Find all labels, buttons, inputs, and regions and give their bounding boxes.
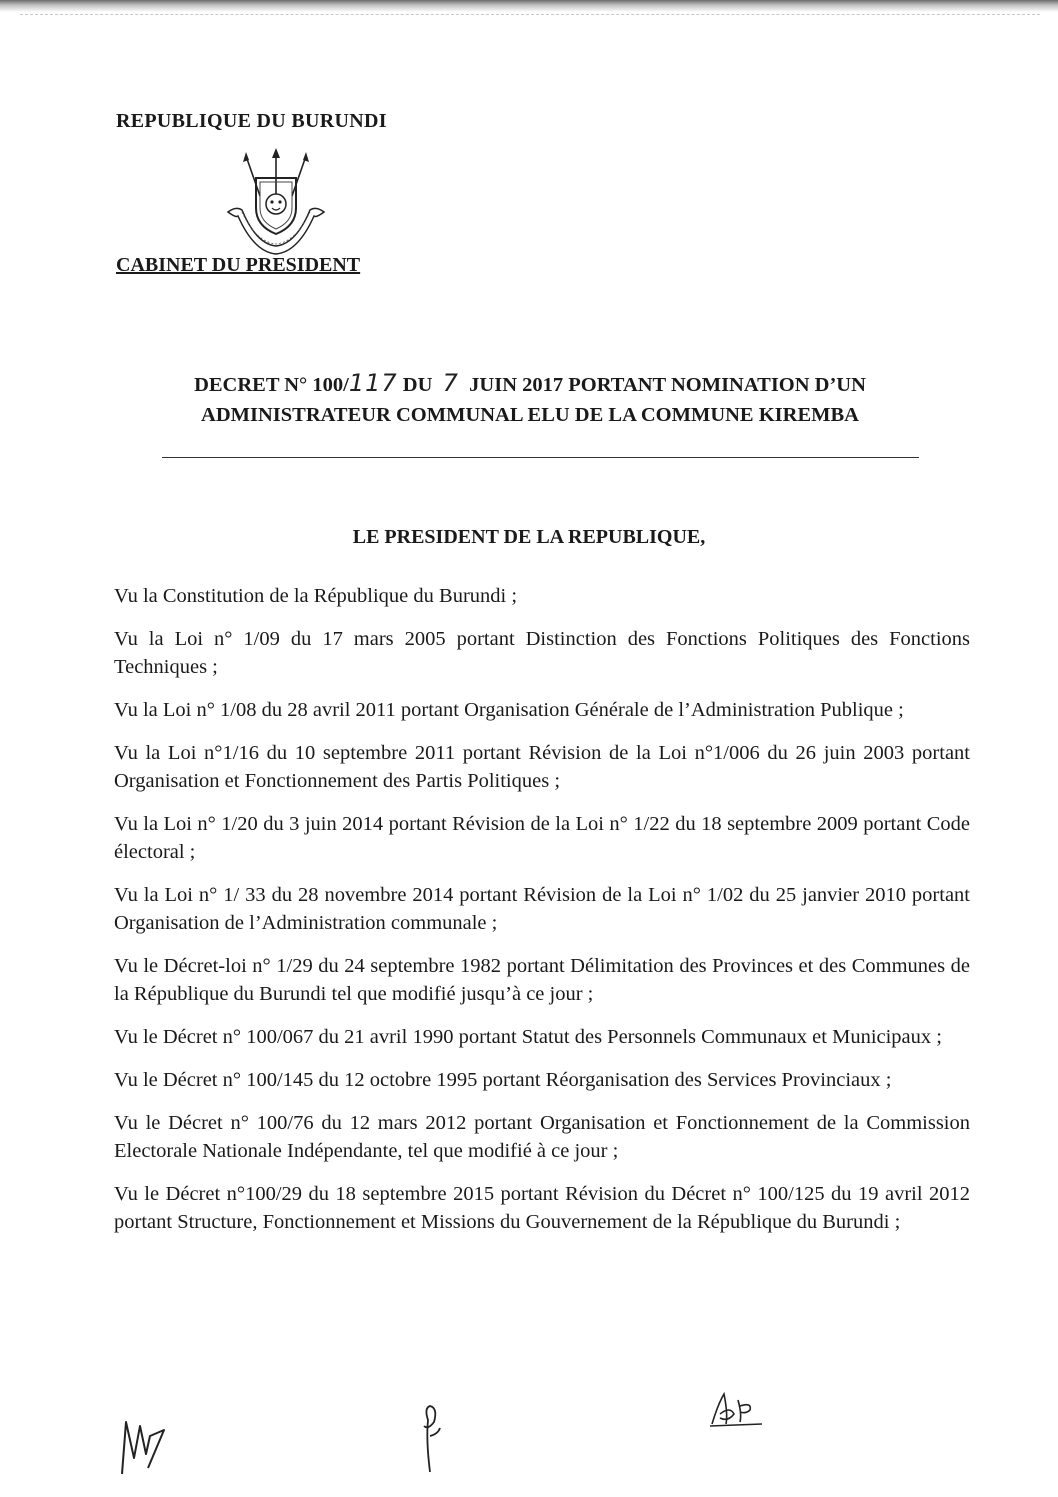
considerant-item: Vu la Loi n° 1/ 33 du 28 novembre 2014 portant Révision de la Loi n° 1/02 du 25 janvier 2010 portant Organisation de l’Administration communale ; <box>114 884 970 934</box>
initials-row <box>0 1380 1058 1497</box>
president-heading: LE PRESIDENT DE LA REPUBLIQUE, <box>352 526 706 548</box>
cabinet-title: CABINET DU PRESIDENT <box>116 254 361 276</box>
title-rule <box>162 457 919 458</box>
considerants-list <box>114 582 970 1251</box>
scan-artifact-line <box>20 14 1040 16</box>
considerant-item: Vu le Décret n° 100/145 du 12 octobre 1995 portant Réorganisation des Services Provinciaux ; <box>114 1069 892 1091</box>
considerant-item: Vu la Loi n° 1/09 du 17 mars 2005 portant Distinction des Fonctions Politiques des Fonctions Techniques ; <box>114 628 970 678</box>
initial-signature-1 <box>118 1408 170 1478</box>
decree-title <box>70 368 990 430</box>
coat-of-arms-icon <box>216 148 336 256</box>
considerant-item: Vu la Loi n°1/16 du 10 septembre 2011 portant Révision de la Loi n°1/006 du 26 juin 2003 portant Organisation et Fonctionnement des Partis Politiques ; <box>114 742 970 792</box>
considerant-item: Vu le Décret n° 100/067 du 21 avril 1990 portant Statut des Personnels Communaux et Municipaux ; <box>114 1026 942 1048</box>
considerant-item: Vu le Décret n° 100/76 du 12 mars 2012 portant Organisation et Fonctionnement de la Commission Electorale Nationale Indépendante, tel que modifié à ce jour ; <box>114 1112 970 1162</box>
decree-day-handwritten: 7 <box>442 369 459 397</box>
considerant-item: Vu la Loi n° 1/08 du 28 avril 2011 portant Organisation Générale de l’Administration Publique ; <box>114 699 904 721</box>
republic-title: REPUBLIQUE DU BURUNDI <box>116 110 387 132</box>
considerant-item: Vu la Constitution de la République du Burundi ; <box>114 585 518 607</box>
decree-number-handwritten: 117 <box>348 369 398 397</box>
initial-signature-3 <box>706 1384 766 1430</box>
decree-title-part1: DECRET N° 100/ <box>194 374 349 396</box>
initial-signature-2 <box>418 1400 444 1480</box>
considerant-item: Vu la Loi n° 1/20 du 3 juin 2014 portant Révision de la Loi n° 1/22 du 18 septembre 2009 portant Code électoral ; <box>114 813 970 863</box>
decree-title-part3: JUIN 2017 PORTANT NOMINATION D’UN <box>464 374 866 396</box>
letterhead <box>116 110 456 276</box>
decree-title-line2: ADMINISTRATEUR COMMUNAL ELU DE LA COMMUNE KIREMBA <box>201 404 859 426</box>
considerant-item: Vu le Décret-loi n° 1/29 du 24 septembre 1982 portant Délimitation des Provinces et des Communes de la République du Burundi tel que modifié jusqu’à ce jour ; <box>114 955 970 1005</box>
considerant-item: Vu le Décret n°100/29 du 18 septembre 2015 portant Révision du Décret n° 100/125 du 19 avril 2012 portant Structure, Fonctionnement et Missions du Gouvernement de la République du Burundi ; <box>114 1183 970 1233</box>
decree-title-part2: DU <box>397 374 438 396</box>
scan-edge-shadow <box>0 0 1058 12</box>
